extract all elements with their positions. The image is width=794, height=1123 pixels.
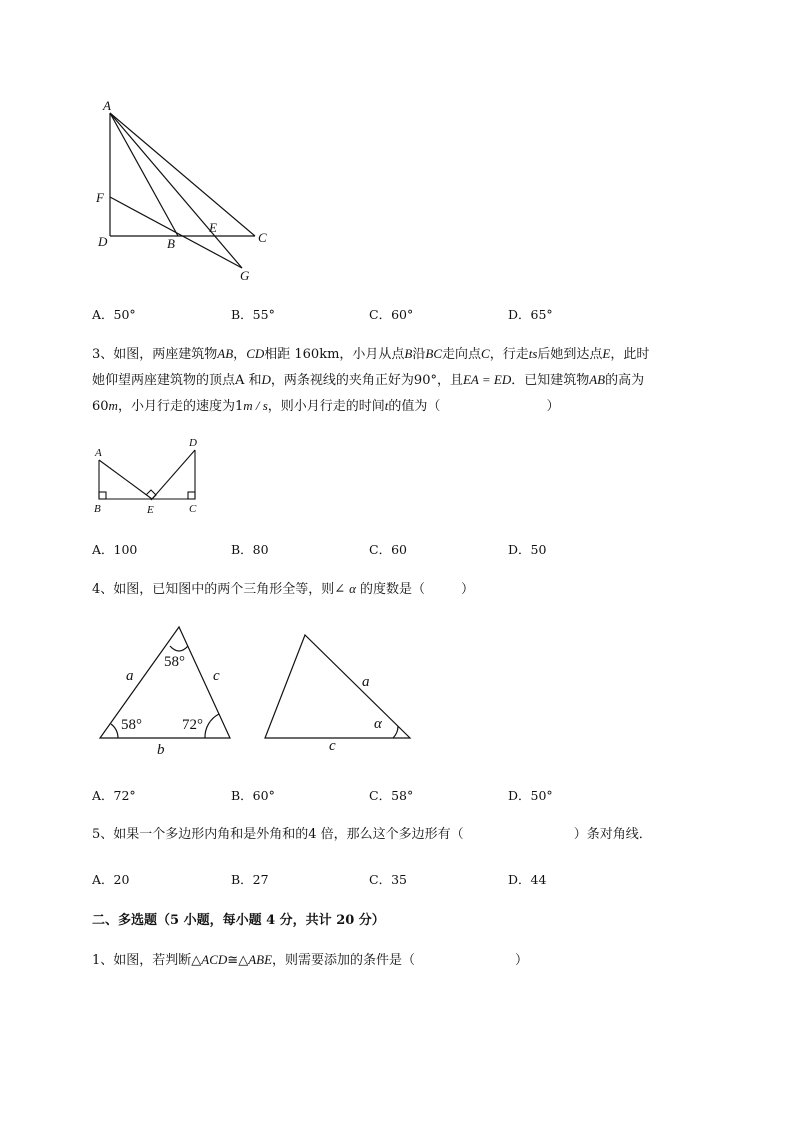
option-d[interactable]: D．50°: [508, 788, 553, 803]
q3-text: 60: [92, 399, 109, 414]
m1-text-part: △: [238, 953, 249, 968]
q3-var: t: [384, 398, 389, 413]
label-A: A: [95, 447, 102, 459]
side-c: c: [213, 668, 220, 684]
label-F: F: [96, 190, 104, 205]
q3-text: ．已知建筑物: [511, 373, 590, 388]
q3-var: B: [404, 346, 413, 361]
q4-text-part: ）: [461, 582, 475, 597]
q3-text: ，两条视线的夹角正好为90°，且: [270, 373, 463, 388]
q3-text: 3、如图，两座建筑物: [92, 347, 218, 362]
option-a[interactable]: A．20: [92, 872, 130, 887]
q3-var: m / s: [243, 398, 268, 413]
q3-var: AB: [217, 346, 234, 361]
option-c[interactable]: C．60°: [369, 307, 414, 322]
q3-text: 相距 160km，小月从点: [264, 347, 405, 362]
q3-var: m: [108, 398, 118, 413]
q3-text: ，小月行走的速度为1: [117, 399, 244, 414]
q4-options: [92, 786, 692, 804]
label-C: C: [258, 230, 267, 245]
q3-var: D: [261, 372, 271, 387]
option-d[interactable]: D．50: [508, 542, 547, 557]
label-G: G: [240, 268, 250, 283]
q3-var: E: [602, 346, 611, 361]
q3-var: C: [481, 346, 490, 361]
q5-text-part: 5、如果一个多边形内角和是外角和的4 倍，那么这个多边形有（: [92, 827, 464, 842]
q3-text: ，此时: [610, 347, 650, 362]
side-b: b: [157, 742, 165, 758]
q3-var: BC: [425, 346, 442, 361]
q3-text: ，: [233, 347, 247, 362]
angle-right: 72°: [182, 717, 203, 733]
option-b[interactable]: B．55°: [231, 307, 275, 322]
option-c[interactable]: C．58°: [369, 788, 414, 803]
label-A: A: [103, 98, 111, 113]
option-a[interactable]: A．100: [92, 542, 138, 557]
q3-var: ts: [528, 346, 538, 361]
q4-text-part: 4、如图，已知图中的两个三角形全等，则∠: [92, 582, 346, 597]
angle-alpha: α: [374, 716, 382, 732]
m1-text-part: ≅: [227, 953, 239, 968]
q4-alpha: α: [349, 581, 356, 596]
label-E: E: [147, 504, 154, 516]
q4-text-part: 的度数是（: [360, 582, 426, 597]
q3-text: 的值为（: [388, 399, 441, 414]
label-D: D: [189, 437, 197, 449]
label-B: B: [94, 503, 101, 515]
label-C: C: [189, 503, 197, 515]
side-a2: a: [362, 674, 370, 690]
q3-text: 沿: [412, 347, 426, 362]
m1-text: [92, 951, 528, 970]
side-c2: c: [329, 738, 336, 754]
option-c[interactable]: C．60: [369, 542, 407, 557]
q3-var: EA = ED: [462, 372, 512, 387]
option-a[interactable]: A．72°: [92, 788, 136, 803]
m1-text-part: ）: [515, 953, 529, 968]
q3-text: 她仰望两座建筑物的顶点A 和: [92, 373, 262, 388]
q5-text-part: ）条对角线．: [573, 827, 652, 842]
angle-left: 58°: [121, 717, 142, 733]
m1-text-part: ，则需要添加的条件是（: [272, 953, 416, 968]
option-b[interactable]: B．80: [231, 542, 269, 557]
option-d[interactable]: D．44: [508, 872, 547, 887]
option-b[interactable]: B．60°: [231, 788, 275, 803]
q3-var: AB: [589, 372, 606, 387]
side-a: a: [126, 668, 134, 684]
option-b[interactable]: B．27: [231, 872, 269, 887]
q5-options: [92, 870, 692, 888]
label-D: D: [98, 234, 108, 249]
option-c[interactable]: C．35: [369, 872, 407, 887]
m1-var: ACD: [201, 952, 228, 967]
m1-text-part: 1、如图，若判断△: [92, 953, 202, 968]
q3-text: 的高为: [605, 373, 645, 388]
angle-top: 58°: [164, 654, 185, 670]
label-E: E: [209, 220, 217, 235]
q3-text: ）: [546, 399, 560, 414]
q5-text: [92, 826, 652, 844]
section-heading: 二、多选题（5 小题，每小题 4 分，共计 20 分）: [92, 913, 385, 928]
q3-var: CD: [246, 346, 265, 361]
q3-text: 走向点: [442, 347, 482, 362]
option-a[interactable]: A．50°: [92, 307, 136, 322]
m1-var: ABE: [248, 952, 273, 967]
q3-text: ，则小月行走的时间: [267, 399, 385, 414]
label-B: B: [167, 236, 175, 251]
option-d[interactable]: D．65°: [508, 307, 553, 322]
q3-text: 后她到达点: [537, 347, 603, 362]
q3-text: ，行走: [489, 347, 529, 362]
